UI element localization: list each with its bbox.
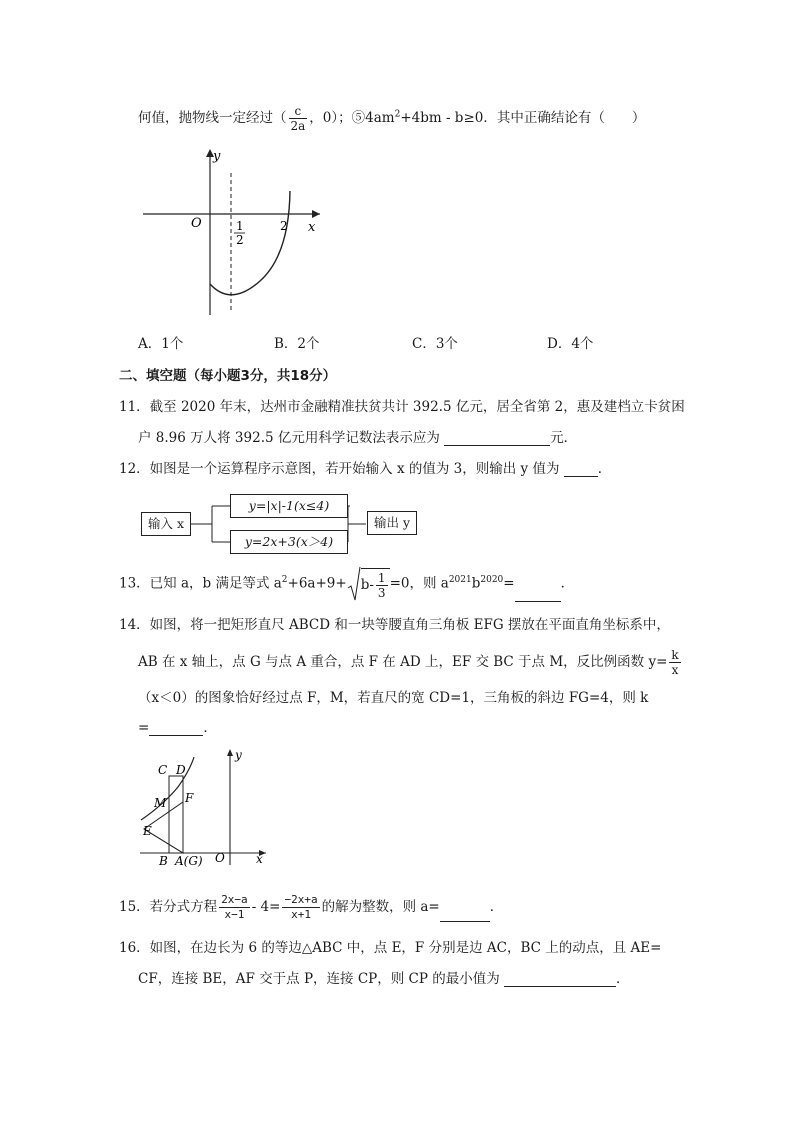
label-e: E — [143, 824, 152, 838]
q12-branch2-label: y=2x+3(x＞4) — [244, 534, 334, 549]
q14-eq: = — [138, 720, 150, 736]
label-d: D — [176, 763, 186, 777]
q14-line2 — [138, 648, 683, 677]
q12-input-box — [141, 512, 191, 536]
q10-option-d: D．4个 — [547, 336, 594, 352]
q16-text: CF，连接 BE，AF 交于点 P，连接 CP，则 CP 的最小值为 — [138, 971, 500, 987]
q12-branch2-box — [230, 530, 348, 554]
q13-sqrt-b: b- — [360, 577, 374, 593]
q14-line3: （x＜0）的图象恰好经过点 F，M，若直尺的宽 CD=1，三角板的斜边 FG=4，则 k — [138, 690, 649, 706]
q11-line1: 11．截至 2020 年末，达州市金融精准扶贫共计 392.5 亿元，居全省第 2，惠及建档立卡贫困 — [119, 399, 685, 415]
q10-sup: 2 — [394, 109, 401, 120]
q11-unit: 元． — [550, 430, 578, 446]
two-label: 2 — [280, 219, 288, 233]
q16-line2 — [138, 967, 630, 987]
section-title: 二、填空题（每小题3分，共18分） — [119, 368, 337, 384]
q12-text: 12．如图是一个运算程序示意图，若开始输入 x 的值为 3，则输出 y 值为 — [119, 461, 560, 477]
q10-text-c: +4bm - b≥0．其中正确结论有（ ） — [400, 110, 646, 126]
q14-answer-blank[interactable] — [149, 721, 203, 736]
q13-sqrt-frac: $\frac{1}{3}$ — [377, 571, 386, 600]
q12-end: ． — [597, 461, 612, 477]
q12-branch1-box — [230, 494, 348, 518]
parabola-curve — [210, 191, 290, 295]
q10-parabola-graph — [135, 143, 335, 318]
origin-label: O — [191, 216, 202, 231]
q15-line — [119, 893, 503, 922]
q13-after: =0，则 a — [389, 575, 449, 592]
q15-fraction1: $\frac{2x-a}{x-1}$ — [221, 893, 248, 921]
q11-line2 — [138, 426, 577, 446]
q13-end: ． — [560, 575, 575, 592]
label-y: y — [235, 748, 242, 762]
x-label: x — [308, 220, 316, 235]
q10-text-a: 何值，抛物线一定经过（ — [138, 110, 287, 126]
half-numerator: 1 — [236, 219, 244, 233]
q16-answer-blank[interactable] — [504, 972, 616, 987]
sqrt-icon — [347, 566, 361, 602]
q15-after: 的解为整数，则 a= — [321, 899, 440, 915]
label-x: x — [256, 852, 263, 866]
q12-input-label: 输入 x — [147, 516, 185, 531]
q15-answer-blank[interactable] — [440, 907, 490, 922]
q16-end: ． — [616, 971, 630, 987]
q12-output-label: 输出 y — [373, 515, 411, 530]
q12-branch1-label: y=|x|-1(x≤4) — [248, 498, 330, 513]
q13-b: b — [471, 575, 481, 592]
label-m: M — [154, 796, 167, 810]
q10-option-a: A．1个 — [138, 336, 184, 352]
q10-option-b: B．2个 — [274, 336, 320, 352]
q10-fraction: $\frac{c}{2a}$ — [290, 104, 306, 133]
q16-line1: 16．如图，在边长为 6 的等边△ABC 中，点 E，F 分别是边 AC，BC 上的动点，且 AE= — [119, 940, 662, 956]
q14-line1: 14．如图，将一把矩形直尺 ABCD 和一块等腰直角三角板 EFG 摆放在平面直角坐标系中， — [119, 617, 670, 633]
q13-exp2: 2020 — [480, 575, 504, 585]
q13-line — [119, 566, 574, 602]
q15-mid: - 4= — [251, 899, 281, 915]
q13-sup: 2 — [281, 575, 288, 585]
ruler-rect — [169, 776, 183, 853]
label-ag: A(G) — [175, 854, 203, 868]
label-c: C — [158, 763, 168, 777]
q14-end: ． — [203, 720, 217, 736]
hyperbola-curve — [141, 757, 194, 820]
q13-start: 13．已知 a，b 满足等式 a — [119, 575, 282, 592]
q10-text-b: ，0）；⑤4am — [309, 110, 395, 126]
q15-end: ． — [489, 899, 504, 915]
q10-line — [138, 104, 645, 133]
q13-sqrt — [347, 566, 390, 602]
q14-line4 — [138, 716, 217, 736]
y-label: y — [213, 149, 221, 164]
half-denominator: 2 — [236, 233, 244, 247]
y-axis-arrow-icon — [227, 749, 233, 756]
q12-answer-blank[interactable] — [564, 462, 598, 477]
label-f: F — [185, 791, 194, 805]
label-o: O — [215, 851, 225, 865]
q12-line — [119, 457, 611, 477]
q10-option-c: C．3个 — [412, 336, 458, 352]
q11-text: 户 8.96 万人将 392.5 亿元用科学记数法表示应为 — [138, 430, 440, 446]
q15-start: 15．若分式方程 — [119, 899, 218, 915]
q13-answer-blank[interactable] — [515, 587, 561, 602]
q13-exp1: 2021 — [448, 575, 472, 585]
q13-mid: +6a+9+ — [287, 575, 347, 592]
q12-output-box — [367, 511, 417, 535]
q13-eq: = — [503, 575, 515, 592]
q14-ruler-figure — [138, 745, 268, 870]
x-axis-arrow-icon — [312, 210, 320, 218]
q11-answer-blank[interactable] — [444, 431, 550, 446]
q14-fraction: $\frac{k}{x}$ — [671, 648, 679, 677]
label-b: B — [159, 854, 168, 868]
q14-text2: AB 在 x 轴上，点 G 与点 A 重合，点 F 在 AD 上，EF 交 BC 于点 M，反比例函数 y= — [138, 654, 668, 670]
q15-fraction2: $\frac{-2x+a}{x+1}$ — [284, 893, 318, 921]
